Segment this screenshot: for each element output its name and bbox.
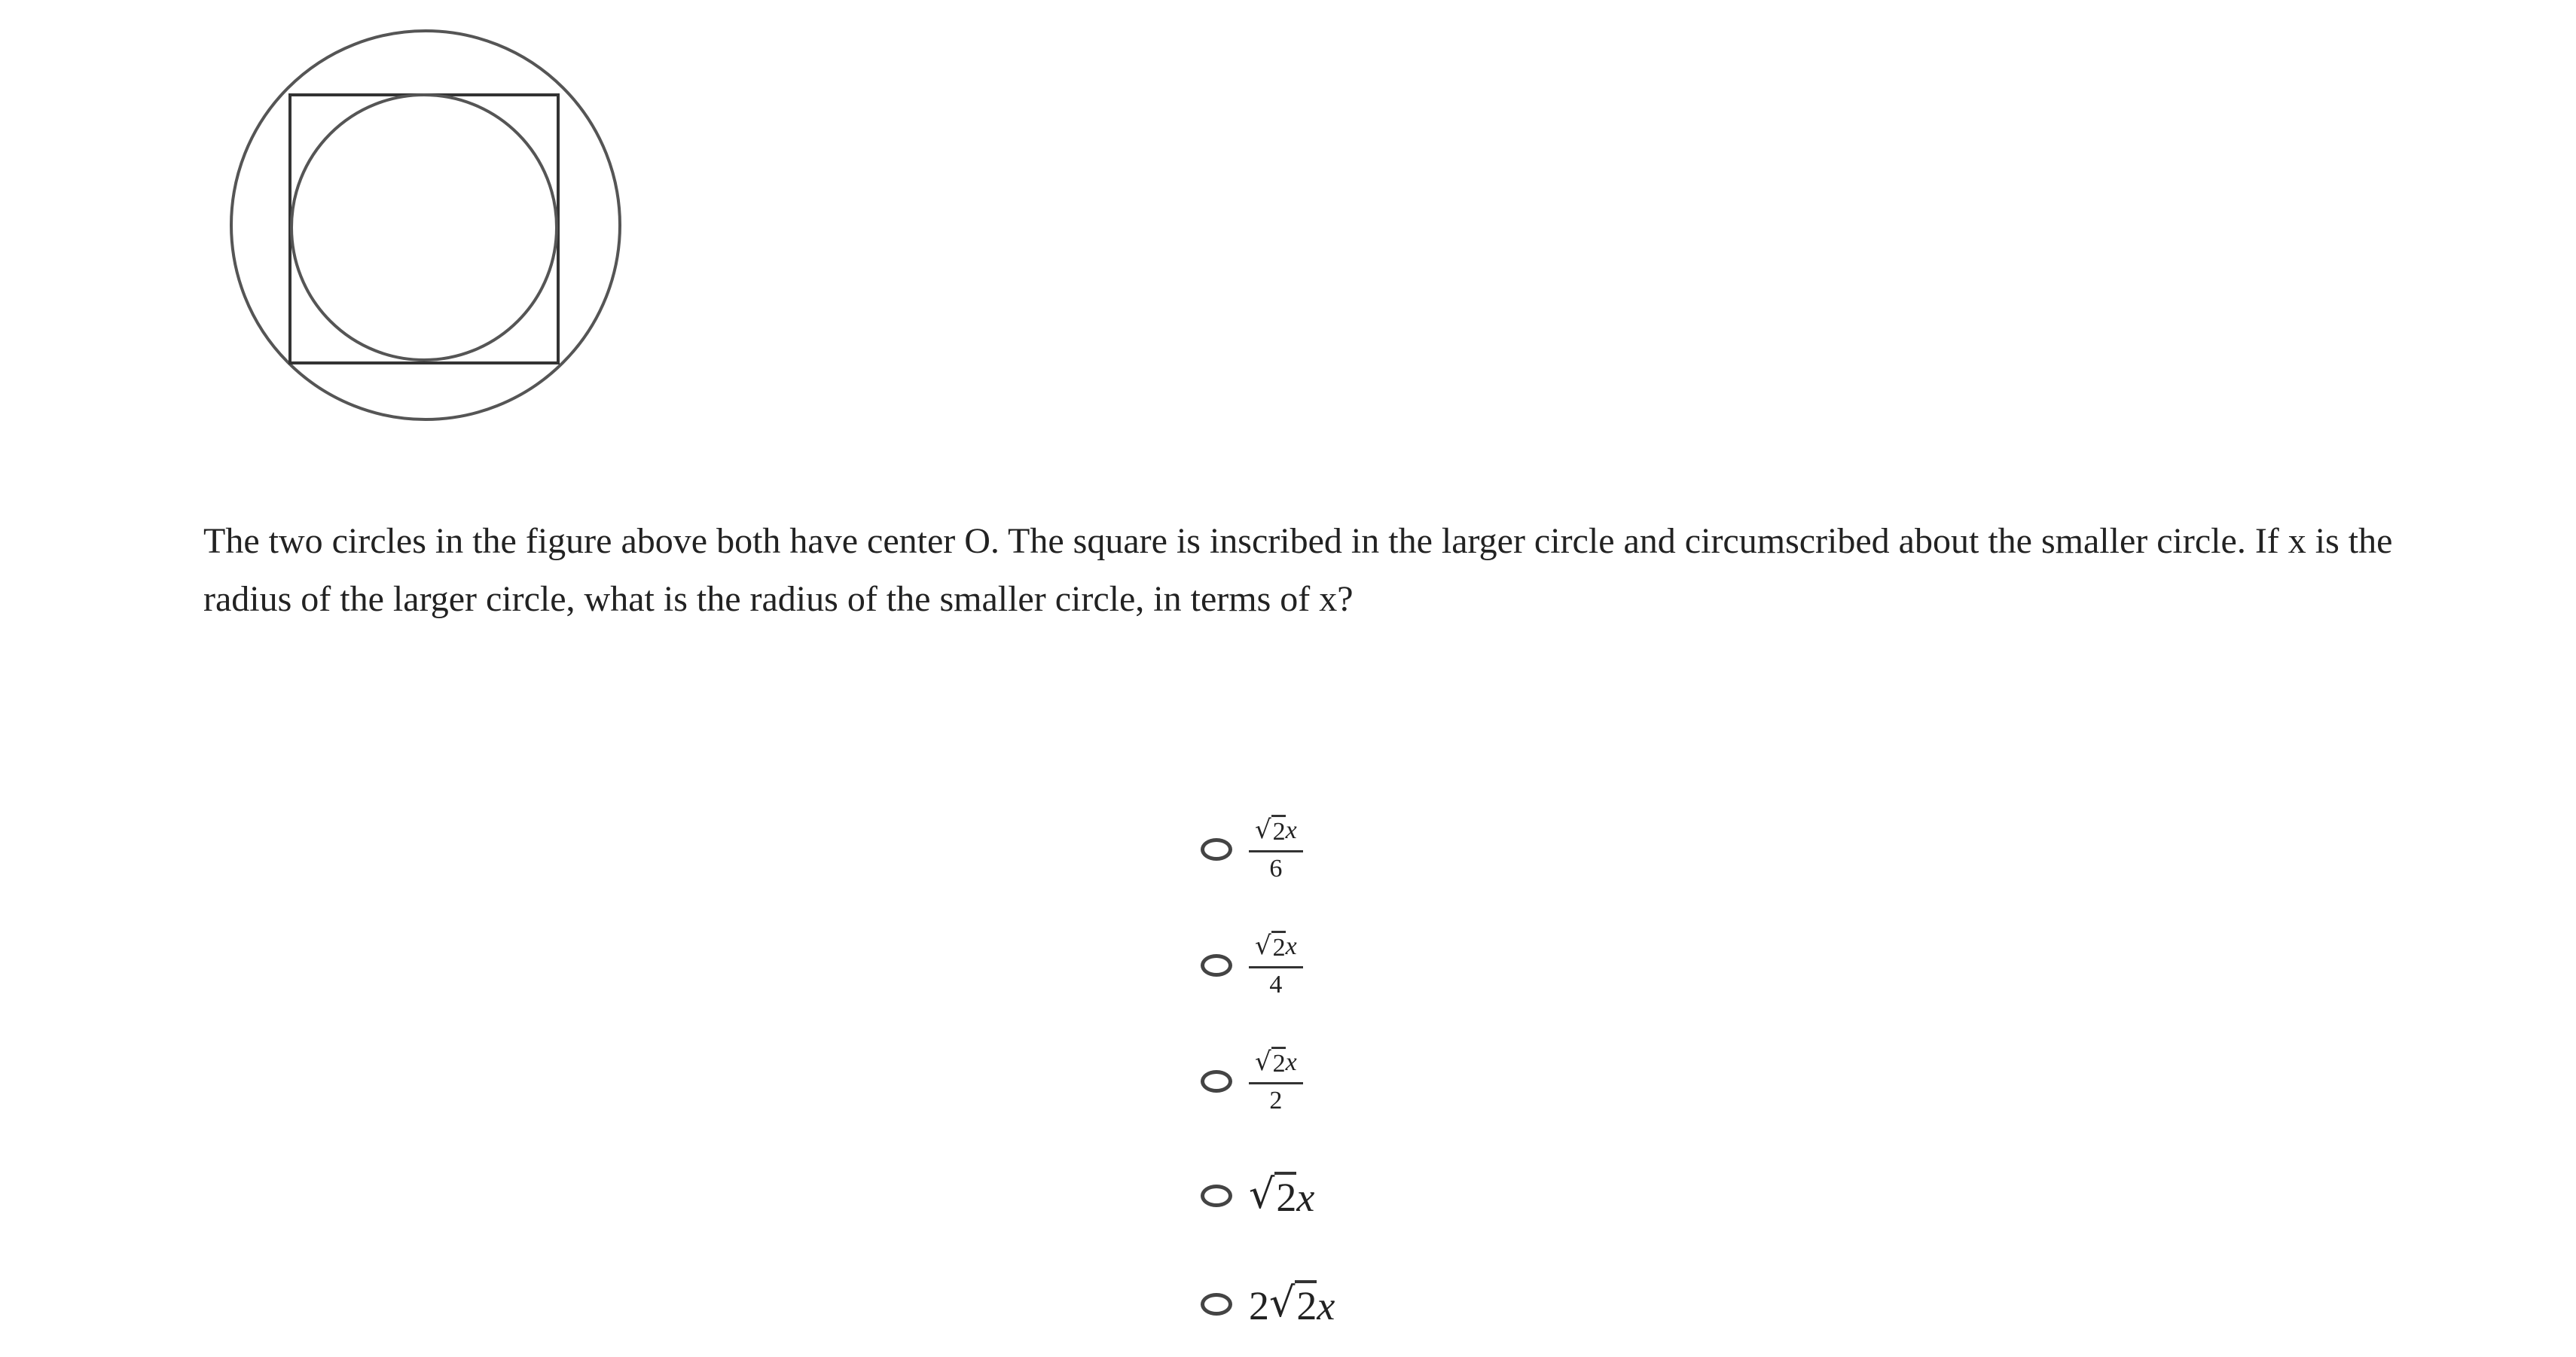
answer-choice-4[interactable] xyxy=(1201,1172,1314,1220)
radio-button[interactable] xyxy=(1201,1185,1232,1207)
geometry-figure xyxy=(226,26,625,425)
denominator: 2 xyxy=(1269,1087,1283,1115)
sqrt-icon: √ 2 xyxy=(1249,1170,1297,1220)
choice-expression xyxy=(1249,931,1303,1000)
answer-choice-1[interactable] xyxy=(1201,815,1303,884)
numerator: √ 2 x xyxy=(1249,931,1303,968)
sqrt-icon: √ 2 xyxy=(1255,931,1286,962)
answer-choice-5[interactable] xyxy=(1201,1280,1335,1328)
denominator: 6 xyxy=(1269,855,1283,883)
choice-expression xyxy=(1249,815,1303,884)
numerator: √ 2 x xyxy=(1249,1047,1303,1084)
numerator: √ 2 x xyxy=(1249,815,1303,852)
radio-button[interactable] xyxy=(1201,838,1232,861)
choice-expression xyxy=(1249,1047,1303,1116)
sqrt-icon: √ 2 xyxy=(1255,1047,1286,1078)
sqrt-icon: √ 2 xyxy=(1255,815,1286,846)
smaller-circle xyxy=(291,95,557,360)
choice-expression: √ 2 x xyxy=(1249,1170,1315,1220)
radio-button[interactable] xyxy=(1201,954,1232,977)
coefficient: 2 xyxy=(1249,1283,1269,1328)
radio-button[interactable] xyxy=(1201,1070,1232,1093)
denominator: 4 xyxy=(1269,971,1283,999)
sqrt-icon: √ 2 xyxy=(1269,1279,1317,1328)
answer-choice-3[interactable] xyxy=(1201,1047,1303,1116)
radio-button[interactable] xyxy=(1201,1293,1232,1316)
choice-expression: 2 √ 2 x xyxy=(1249,1279,1335,1328)
answer-choice-2[interactable] xyxy=(1201,931,1303,1000)
question-text: The two circles in the figure above both have center O. The square is inscribed in the larger circle and circumscribed about the smaller circle. If x is the radius of the larger circle, what is the radius of the smaller circle, in terms of x? xyxy=(203,521,2393,619)
